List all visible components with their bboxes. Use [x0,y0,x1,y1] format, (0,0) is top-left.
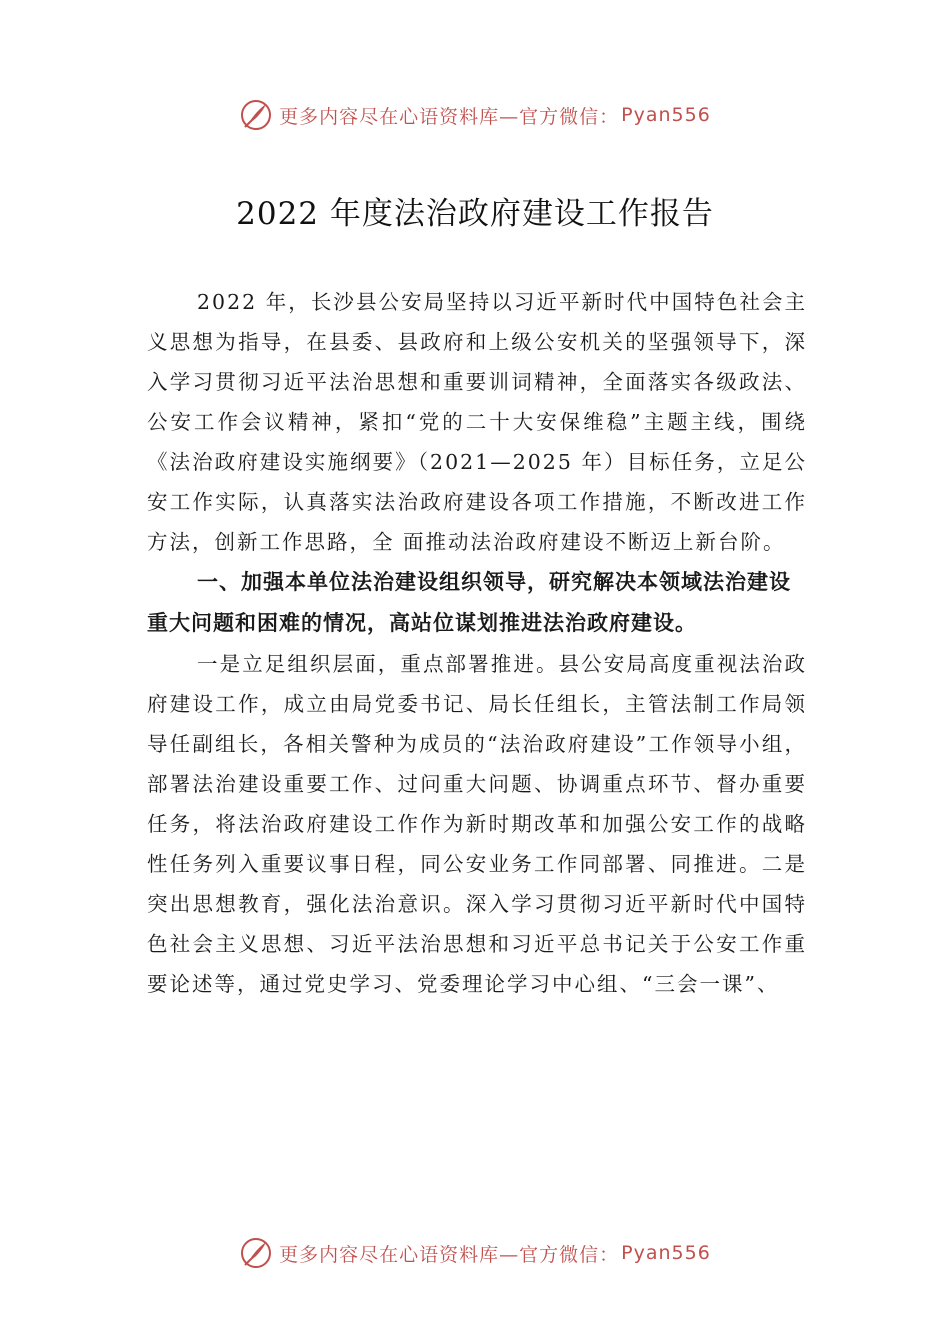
feather-pen-logo-icon [239,98,273,132]
intro-paragraph: 2022 年，长沙县公安局坚持以习近平新时代中国特色社会主义思想为指导，在县委、县政府和上级公安机关的坚强领导下，深入学习贯彻习近平法治思想和重要训词精神，全面落实各级政法、公安工作会议精神，紧扣“党的二十大安保维稳”主题主线，围绕《法治政府建设实施纲要》（2021—2025 年）目标任务，立足公安工作实际，认真落实法治政府建设各项工作措施，不断改进工作方法，创新工作思路，全 面推动法治政府建设不断迈上新台阶。 [147,290,807,554]
watermark-text: 更多内容尽在心语资料库—官方微信： [279,105,620,128]
section-heading-1: 一、加强本单位法治建设组织领导，研究解决本领域法治建设重大问题和困难的情况，高站位谋划推进法治政府建设。 [147,570,791,635]
watermark-banner-bottom [0,1233,950,1273]
document-body [147,282,807,1004]
document-title: 2022 年度法治政府建设工作报告 [236,196,714,232]
watermark-wechat-id: Pyan556 [621,104,711,126]
watermark-banner-top [0,95,950,135]
watermark-wechat-id: Pyan556 [621,1242,711,1264]
watermark-text: 更多内容尽在心语资料库—官方微信： [279,1243,620,1266]
feather-pen-logo-icon [239,1236,273,1270]
section-1-paragraph: 一是立足组织层面，重点部署推进。县公安局高度重视法治政府建设工作，成立由局党委书记、局长任组长，主管法制工作局领导任副组长，各相关警种为成员的“法治政府建设”工作领导小组，部署法治建设重要工作、过问重大问题、协调重点环节、督办重要任务，将法治政府建设工作作为新时期改革和加强公安工作的战略性任务列入重要议事日程，同公安业务工作同部署、同推进。二是突出思想教育，强化法治意识。深入学习贯彻习近平新时代中国特色社会主义思想、习近平法治思想和习近平总书记关于公安工作重要论述等，通过党史学习、党委理论学习中心组、“三会一课”、 [147,652,807,996]
